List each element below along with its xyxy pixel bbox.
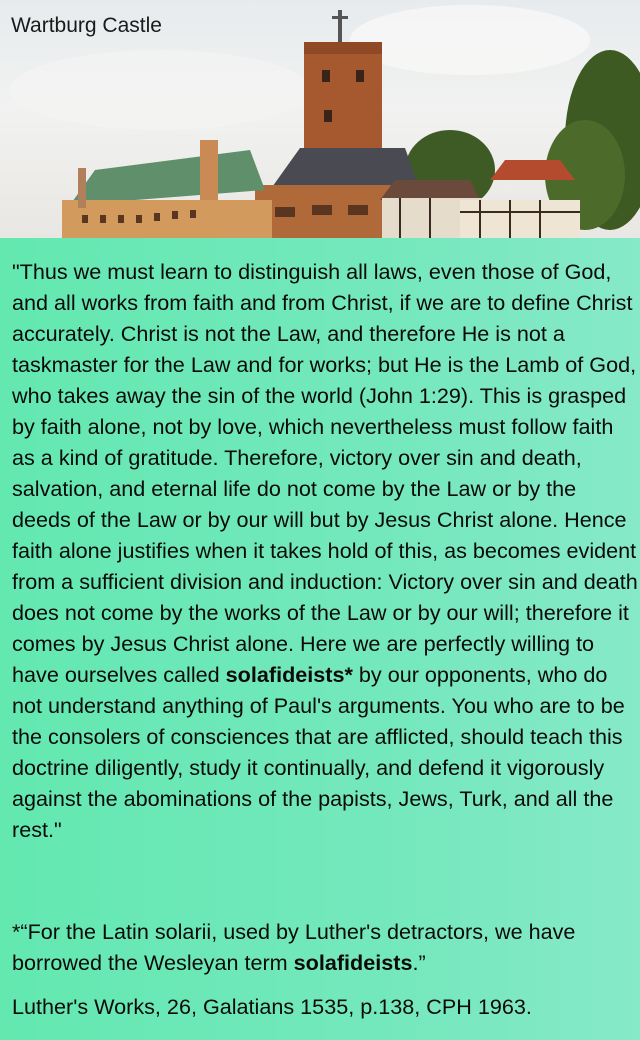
quote-text-start: "Thus we must learn to distinguish all laws, even those of God, and all works from faith and from Christ, if we are to define Christ accurately. Christ is not the Law, and therefore He is not a taskmaster for the Law and for works; but He is the Lamb of God, who takes away the sin of the world (John 1:29). This is grasped by faith alone, not by love, which nevertheless must follow faith as a kind of gratitude. Therefore, victory over sin and death, salvation, and eternal life do not come by the Law or by the deeds of the Law or by our will but by Jesus Christ alone. Hence faith alone justifies when it takes hold of this, as becomes evident from a sufficient division and induction: Victory over sin and death does not come by the works of the Law or by our will; therefore it comes by Jesus Christ alone. Here we are perfectly willing to have ourselves called — [12, 259, 638, 687]
castle-photo — [0, 0, 640, 238]
luther-quote — [12, 256, 638, 845]
footnote-highlight-term: solafideists — [293, 950, 413, 975]
footnote — [12, 916, 638, 978]
footnote-text-start: *“For the Latin solarii, used by Luther's detractors, we have borrowed the Wesleyan term — [12, 919, 576, 975]
photo-title: Wartburg Castle — [11, 14, 162, 37]
citation: Luther's Works, 26, Galatians 1535, p.138, CPH 1963. — [12, 994, 532, 1019]
quote-panel — [0, 238, 640, 1040]
quote-text-end: by our opponents, who do not understand anything of Paul's arguments. You who are to be the consolers of consciences that are afflicted, should teach this doctrine diligently, study it continually, and defend it vigorously against the abominations of the papists, Jews, Turk, and all the rest." — [12, 662, 625, 842]
footnote-text-end: .” — [412, 950, 426, 975]
quote-highlight-term: solafideists* — [225, 662, 353, 687]
